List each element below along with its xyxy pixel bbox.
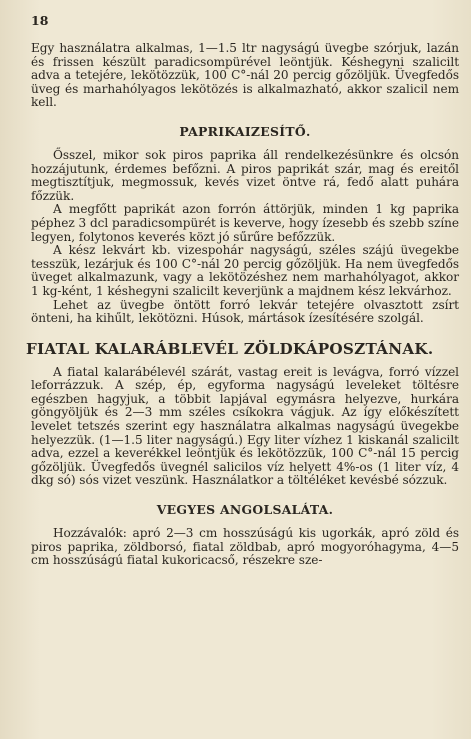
section-title-kalarablevel: FIATAL KALARÁBLEVÉL ZÖLDKÁPOSZTÁNAK. (26, 339, 434, 358)
page-number: 18 (31, 13, 49, 28)
paragraph: A megfőtt paprikát azon forrón áttörjük, minden 1 kg paprika péphez 3 dcl paradicsompürét is keverve, hogy ízesebb és szebb színe legyen, folytonos keverés közt jó sűrűre befőzzük. (31, 202, 459, 244)
paragraph: A kész lekvárt kb. vizespohár nagyságú, széles szájú üvegekbe tesszük, lezárjuk és 100 C°-nál 20 percig gőzöljük. Ha nem üvegfedős üveget alkalmazunk, vagy a lekötözéshez nem marhahólyagot, akkor 1 kg-ként, 1 késhegyni szalicilt keverjünk a majdnem kész lekvárhoz. (31, 243, 459, 298)
paragraph: Ősszel, mikor sok piros paprika áll rendelkezésünkre és olcsón hozzájutunk, érdemes befőzni. A piros paprikát szár, mag és ereitől megtisztítjuk, megmossuk, kevés vizet öntve rá, fedő alatt puhára főzzük. (31, 147, 459, 203)
intro-paragraph: Egy használatra alkalmas, 1—1.5 ltr nagyságú üvegbe szórjuk, lazán és frissen készült paradicsompürével leöntjük. Késhegyni szalicilt adva a tetejére, lekötözzük, 100 C°-nál 20 percig gőzöljük. Üvegfedős üveg és marhahólyagos lekötözés is alkalmazható, akkor szalicil nem kell. (31, 41, 459, 110)
paragraph: A fiatal kalarábélevél szárát, vastag ereit is levágva, forró vízzel leforrázzuk. A szép, ép, egyforma nagyságú leveleket töltésre egészben hagyjuk, a többit lapjával egymásra helyezve, hurkára göngyöljük és 2—3 mm széles csíkokra vágjuk. Az így előkészített levelet tetszés szerint egy használatra alkalmas nagyságú üvegekbe helyezzük. (1—1.5 liter nagyságú.) Egy liter vízhez 1 kiskanál szalicilt adva, ezzel a keverékkel leöntjük és lekötözzük, 100 C°-nál 15 percig gőzöljük. Üvegfedős üvegnél salicilos víz helyett 4%-os (1 liter víz, 4 dkg só) sós vizet veszünk. Használatkor a töltéléket kevésbé sózzuk. (31, 364, 459, 488)
section-title-paprikaizesito: PAPRIKAIZESÍTŐ. (179, 123, 311, 139)
paragraph: Lehet az üvegbe öntött forró lekvár tetejére olvasztott zsírt önteni, ha kihűlt, lekötözni. Húsok, mártások ízesítésére szolgál. (31, 297, 459, 326)
paragraph: Hozzávalók: apró 2—3 cm hosszúságú kis ugorkák, apró zöld és piros paprika, zöldborsó, fiatal zöldbab, apró mogyoróhagyma, 4—5 cm hosszúságú fiatal kukoricacső, részekre sze- (31, 526, 459, 568)
section-title-angolsalata: VEGYES ANGOLSALÁTA. (156, 502, 334, 518)
